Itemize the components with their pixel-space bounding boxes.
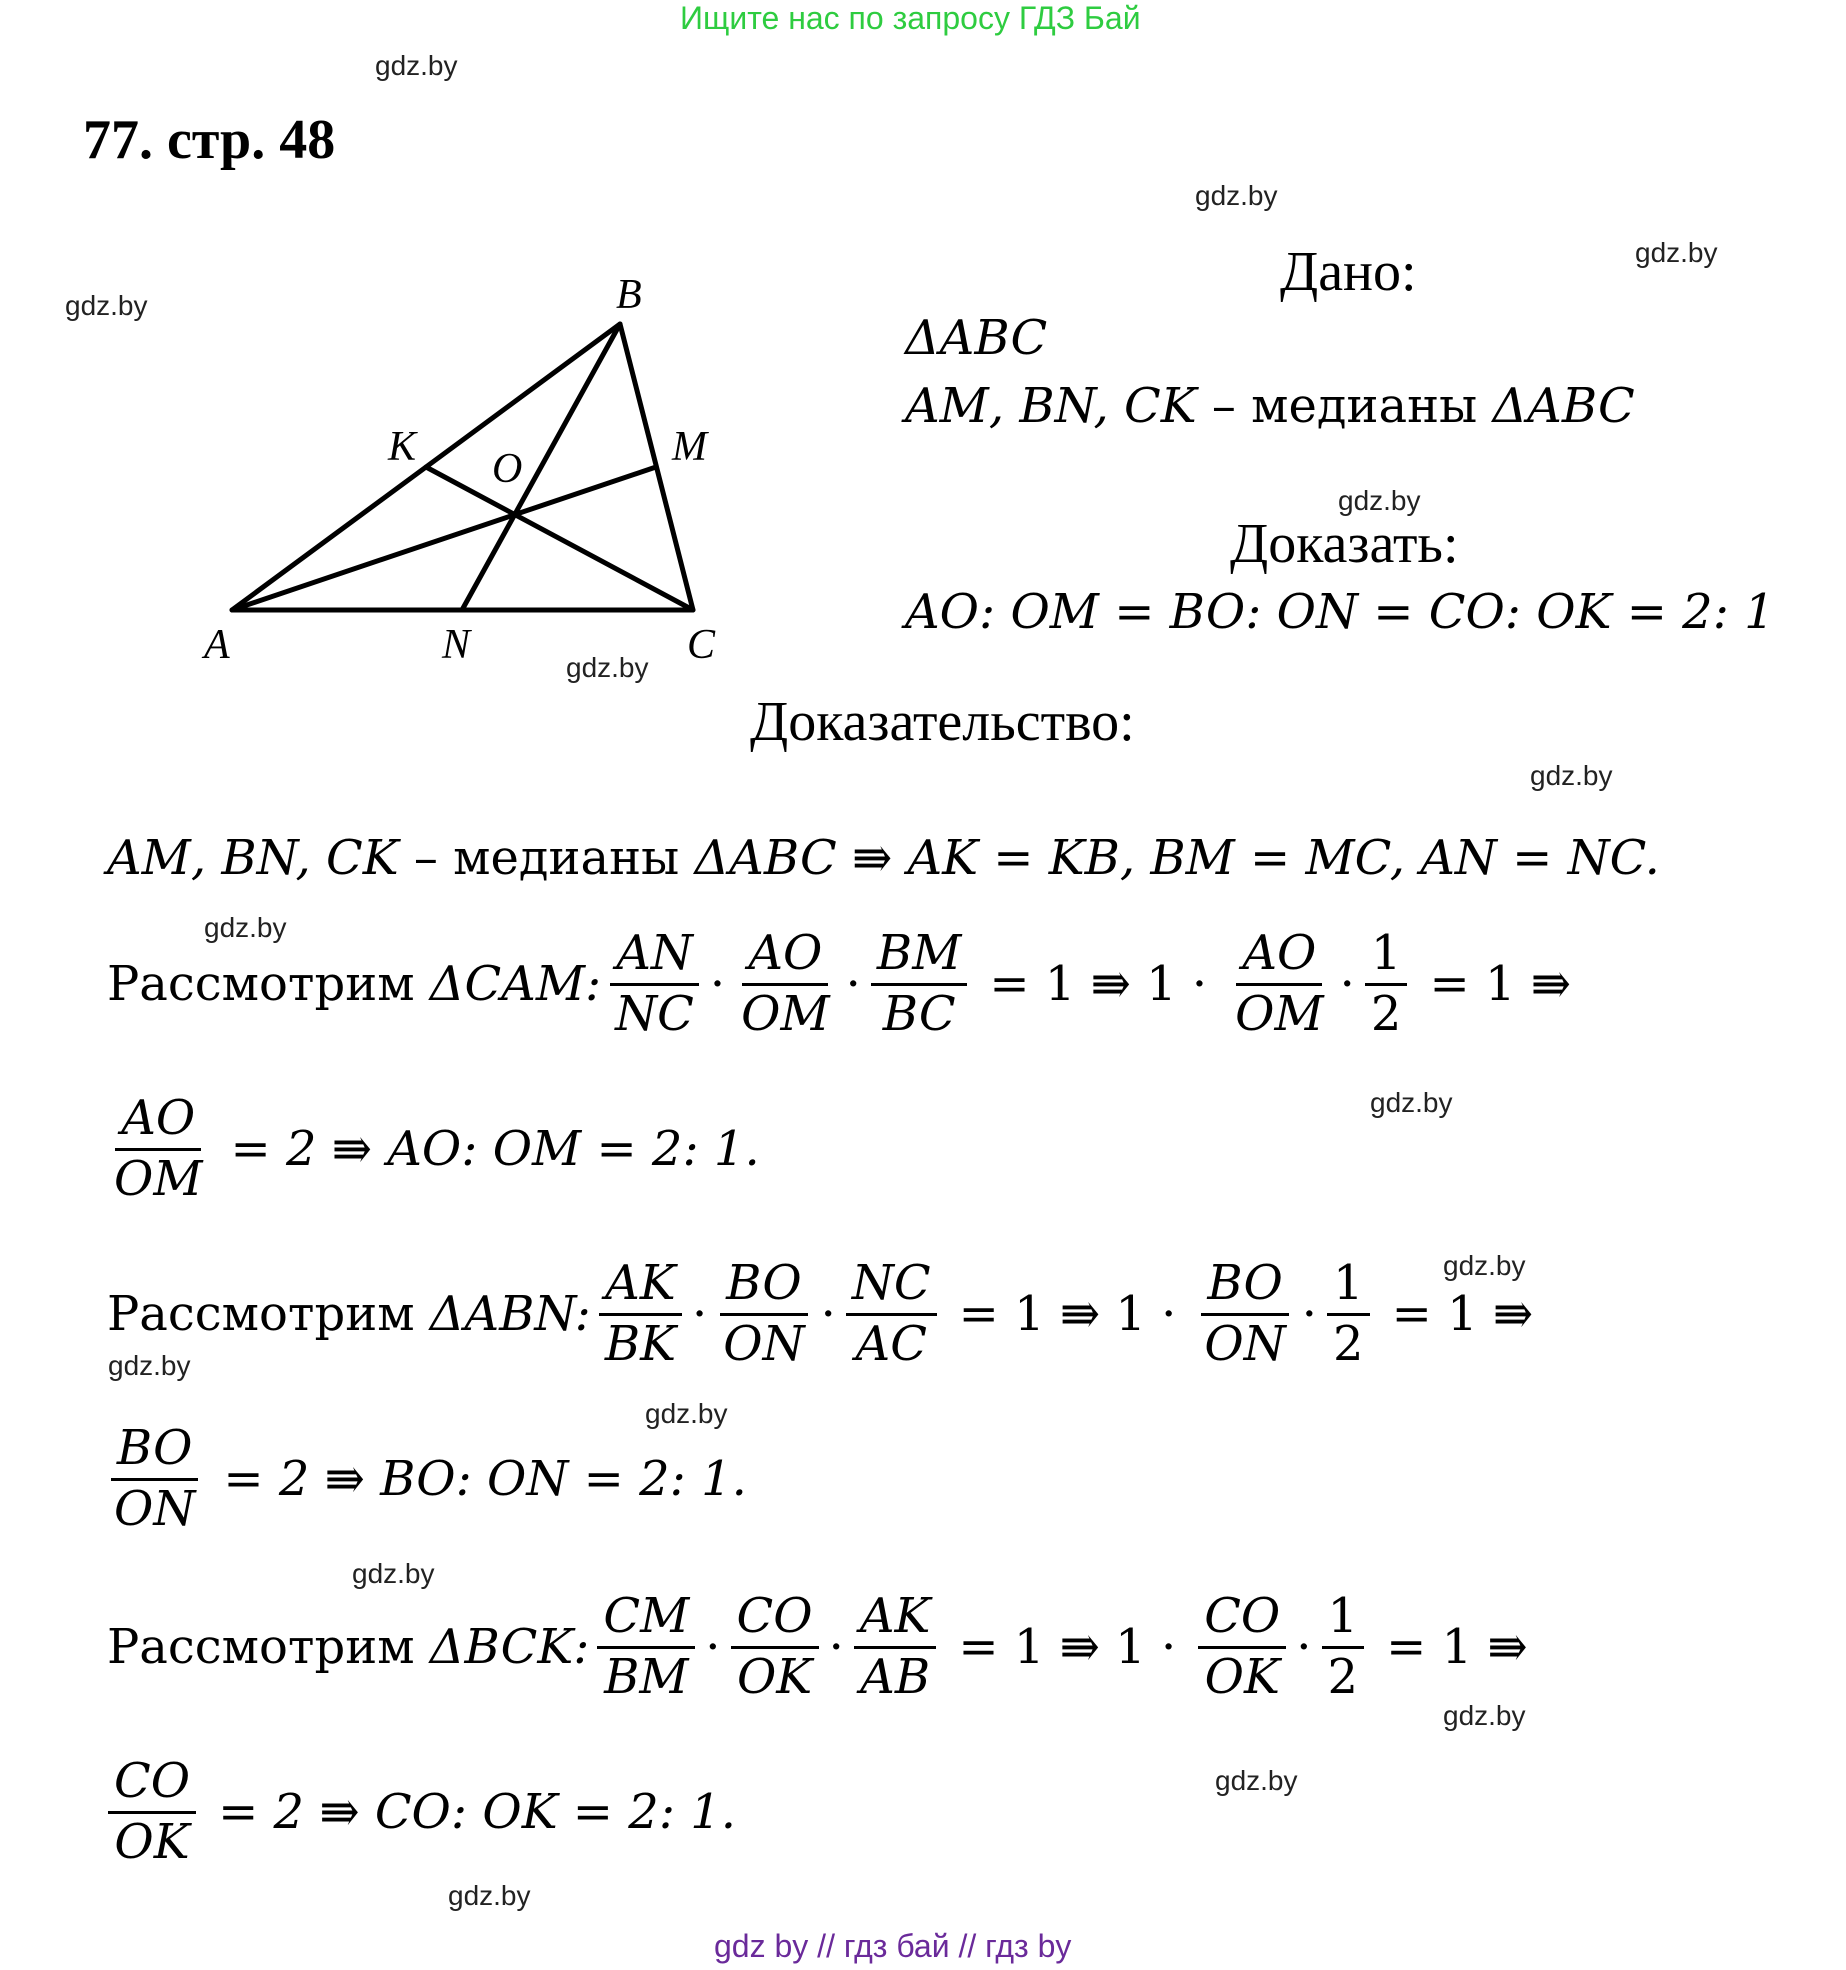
watermark: gdz.by (1635, 237, 1718, 268)
fraction: $\frac{AO}{OM}$ (1235, 925, 1324, 1042)
fraction: $\frac{1}{2}$ (1322, 1588, 1365, 1706)
fraction: $\frac{BO}{ON}$ (717, 1255, 810, 1373)
step-1-mid: = 1 ⇛ 1 · (989, 956, 1208, 1013)
step-1-word: Рассмотрим (107, 956, 430, 1013)
label-o: O (492, 446, 523, 492)
label-c: C (687, 622, 716, 668)
watermark: gdz.by (1443, 1250, 1526, 1281)
fraction: $\frac{CM}{BM}$ (597, 1588, 695, 1706)
watermark: gdz.by (1443, 1700, 1526, 1731)
triangle-abc (232, 324, 693, 610)
watermark: gdz.by (1530, 760, 1613, 791)
step-3-result (100, 1753, 750, 1871)
fraction: $\frac{AO}{OM}$ (741, 925, 830, 1042)
label-k: K (388, 424, 417, 470)
given-medians-math: AM, BN, CK (905, 378, 1197, 434)
fraction: $\frac{1}{2}$ (1327, 1255, 1370, 1373)
step-3-mid: = 1 ⇛ 1 · (958, 1619, 1177, 1676)
watermark: gdz.by (1338, 485, 1421, 516)
step-2-result (100, 1420, 761, 1538)
step-1-result-text: = 2 ⇛ AO: OM = 2: 1. (230, 1121, 760, 1178)
step-2-result-text: = 2 ⇛ BO: ON = 2: 1. (223, 1451, 747, 1508)
watermark: gdz.by (375, 50, 458, 81)
fraction: $\frac{AN}{NC}$ (609, 925, 700, 1043)
step-2-triangle: ΔABN: (429, 1286, 591, 1343)
prove-statement: AO: OM = BO: ON = CO: OK = 2: 1 (905, 584, 1775, 640)
watermark: gdz.by (352, 1558, 435, 1589)
label-m: M (672, 424, 707, 470)
page-title: 77. стр. 48 (83, 109, 336, 171)
prove-heading: Доказать: (1230, 513, 1459, 575)
watermark: gdz.by (1215, 1765, 1298, 1796)
fraction: $\frac{1}{2}$ (1365, 925, 1408, 1043)
median-bn (462, 324, 620, 610)
step-1-equation: Рассмотрим ΔCAM: $\frac{AN}{NC}$ · $\frac{AO}{OM}$ · $\frac{BM}{BC}$ = 1 ⇛ 1 · $\frac{AO}{OM}$ · $\frac{1}{2}$ = 1 ⇛ (107, 925, 1571, 1042)
fraction: $\frac{AK}{AB}$ (854, 1588, 937, 1706)
fraction: $\frac{CO}{OK}$ (108, 1753, 196, 1871)
median-am (232, 467, 656, 610)
step-2-equation: Рассмотрим ΔABN: $\frac{AK}{BK}$ · $\frac{BO}{ON}$ · $\frac{NC}{AC}$ = 1 ⇛ 1 · $\frac{BO}{ON}$ · $\frac{1}{2}$ = 1 ⇛ (107, 1255, 1534, 1372)
watermark: gdz.by (65, 290, 148, 321)
triangle-figure (190, 260, 750, 680)
watermark: gdz.by (566, 652, 649, 683)
median-ck (426, 467, 693, 610)
step-2-mid: = 1 ⇛ 1 · (958, 1286, 1177, 1343)
label-b: B (616, 272, 642, 318)
step-1-triangle: ΔCAM: (429, 956, 602, 1013)
given-medians-tri: ΔABC (1492, 378, 1635, 434)
fraction: $\frac{AK}{BK}$ (599, 1255, 682, 1373)
label-a: A (204, 622, 230, 668)
fraction: $\frac{NC}{AC}$ (846, 1255, 937, 1373)
step-2-word: Рассмотрим (107, 1286, 430, 1343)
step-1-end: = 1 ⇛ (1429, 956, 1571, 1013)
fraction: $\frac{BM}{BC}$ (871, 925, 967, 1043)
step-1-result (100, 1090, 774, 1208)
fraction: $\frac{AO}{OM}$ (114, 1090, 203, 1207)
step-3-result-text: = 2 ⇛ CO: OK = 2: 1. (218, 1784, 737, 1841)
fraction: $\frac{CO}{OK}$ (1198, 1588, 1286, 1706)
fraction: $\frac{CO}{OK}$ (731, 1588, 819, 1706)
proof-line-1-text: – медианы (398, 830, 695, 886)
proof-line-1-math: AM, BN, CK (107, 830, 399, 886)
watermark: gdz.by (108, 1350, 191, 1381)
watermark: gdz.by (204, 912, 287, 943)
proof-line-1-rest: ΔABC ⇛ AK = KB, BM = MC, AN = NC. (694, 830, 1660, 886)
given-medians-text: – медианы (1196, 378, 1493, 434)
watermark: gdz.by (448, 1880, 531, 1911)
watermark: gdz.by (1370, 1087, 1453, 1118)
given-heading: Дано: (1280, 241, 1417, 303)
step-3-word: Рассмотрим (107, 1619, 430, 1676)
step-2-end: = 1 ⇛ (1391, 1286, 1534, 1343)
fraction: $\frac{BO}{ON}$ (1198, 1255, 1291, 1373)
label-n: N (442, 622, 471, 668)
watermark: gdz.by (1195, 180, 1278, 211)
step-3-end: = 1 ⇛ (1386, 1619, 1528, 1676)
proof-heading: Доказательство: (750, 691, 1135, 753)
step-3-equation: Рассмотрим ΔBCK: $\frac{CM}{BM}$ · $\frac{CO}{OK}$ · $\frac{AK}{AB}$ = 1 ⇛ 1 · $\frac{CO}{OK}$ · $\frac{1}{2}$ = 1 ⇛ (107, 1588, 1528, 1705)
given-triangle: ΔABC (905, 310, 1048, 366)
given-medians (905, 378, 1635, 434)
fraction: $\frac{BO}{ON}$ (108, 1420, 201, 1538)
watermark: gdz.by (645, 1398, 728, 1429)
footer-links[interactable]: gdz by // гдз бай // гдз by (714, 1928, 1072, 1964)
step-3-triangle: ΔBCK: (429, 1619, 590, 1676)
top-banner: Ищите нас по запросу ГДЗ Бай (680, 0, 1141, 36)
proof-line-1 (107, 830, 1660, 886)
